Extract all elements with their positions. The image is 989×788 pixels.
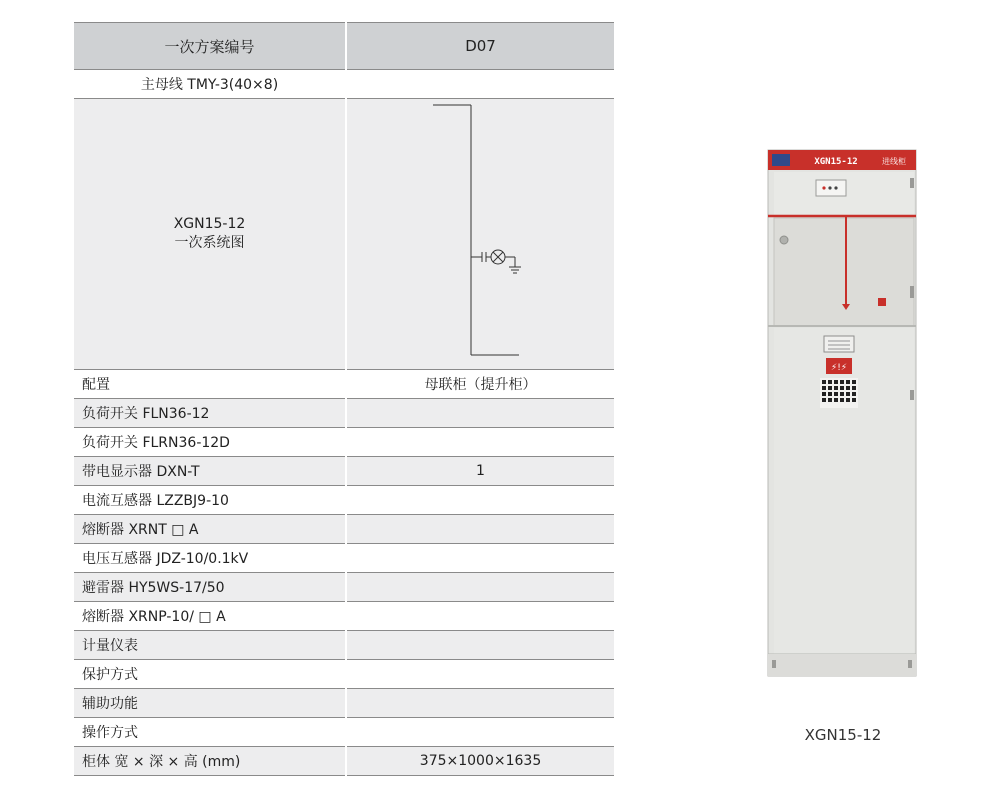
table-row (74, 718, 614, 747)
row-label: 熔断器 XRNP-10/ □ A (74, 602, 346, 631)
row-value (346, 486, 614, 515)
row-value: 1 (346, 457, 614, 486)
row-label: 辅助功能 (74, 689, 346, 718)
table-row (74, 457, 614, 486)
cabinet-label-plate (824, 336, 854, 352)
table-row (74, 370, 614, 399)
row-value: 375×1000×1635 (346, 747, 614, 776)
table-row (74, 486, 614, 515)
scheme-number-value: D07 (346, 23, 614, 70)
row-value: 母联柜（提升柜） (346, 370, 614, 399)
table-row (74, 602, 614, 631)
emergency-button-icon (878, 298, 886, 306)
table-row (74, 573, 614, 602)
cabinet-photo (764, 148, 920, 680)
busbar-label: 主母线 TMY-3(40×8) (74, 70, 346, 99)
row-value (346, 428, 614, 457)
single-line-diagram (349, 99, 613, 365)
row-label: 负荷开关 FLN36-12 (74, 399, 346, 428)
row-label: 避雷器 HY5WS-17/50 (74, 573, 346, 602)
table-row (74, 747, 614, 776)
row-label: 电流互感器 LZZBJ9-10 (74, 486, 346, 515)
table-row (74, 631, 614, 660)
diagram-title: 一次系统图 (174, 235, 245, 251)
row-label: 带电显示器 DXN-T (74, 457, 346, 486)
row-label: 配置 (74, 370, 346, 399)
cabinet-caption: XGN15-12 (804, 726, 882, 744)
diagram-row (74, 99, 614, 370)
row-value (346, 399, 614, 428)
svg-text:⚡!⚡: ⚡!⚡ (830, 363, 848, 373)
row-value (346, 602, 614, 631)
row-label: 电压互感器 JDZ-10/0.1kV (74, 544, 346, 573)
row-value (346, 660, 614, 689)
row-label: 负荷开关 FLRN36-12D (74, 428, 346, 457)
switchgear-cabinet-illustration (764, 148, 920, 680)
scheme-number-label: 一次方案编号 (74, 23, 346, 70)
table-row (74, 428, 614, 457)
row-value (346, 515, 614, 544)
busbar-row (74, 70, 614, 99)
door-handle-icon (780, 236, 788, 244)
cabinet-nameplate-type: 进线柜 (882, 157, 906, 166)
row-value (346, 689, 614, 718)
row-label: 熔断器 XRNT □ A (74, 515, 346, 544)
table-row (74, 689, 614, 718)
row-label: 操作方式 (74, 718, 346, 747)
table-row (74, 515, 614, 544)
table-row (74, 399, 614, 428)
diagram-label (74, 99, 346, 370)
row-value (346, 573, 614, 602)
cabinet-nameplate-model: XGN15-12 (814, 157, 858, 167)
busbar-value (346, 70, 614, 99)
table-row (74, 660, 614, 689)
row-label: 保护方式 (74, 660, 346, 689)
row-value (346, 718, 614, 747)
single-line-diagram-cell (346, 99, 614, 370)
row-value (346, 544, 614, 573)
table-header-row (74, 23, 614, 70)
diagram-model: XGN15-12 (173, 216, 246, 232)
row-label: 计量仪表 (74, 631, 346, 660)
row-label: 柜体 宽 × 深 × 高 (mm) (74, 747, 346, 776)
row-value (346, 631, 614, 660)
table-row (74, 544, 614, 573)
spec-table (74, 22, 614, 776)
